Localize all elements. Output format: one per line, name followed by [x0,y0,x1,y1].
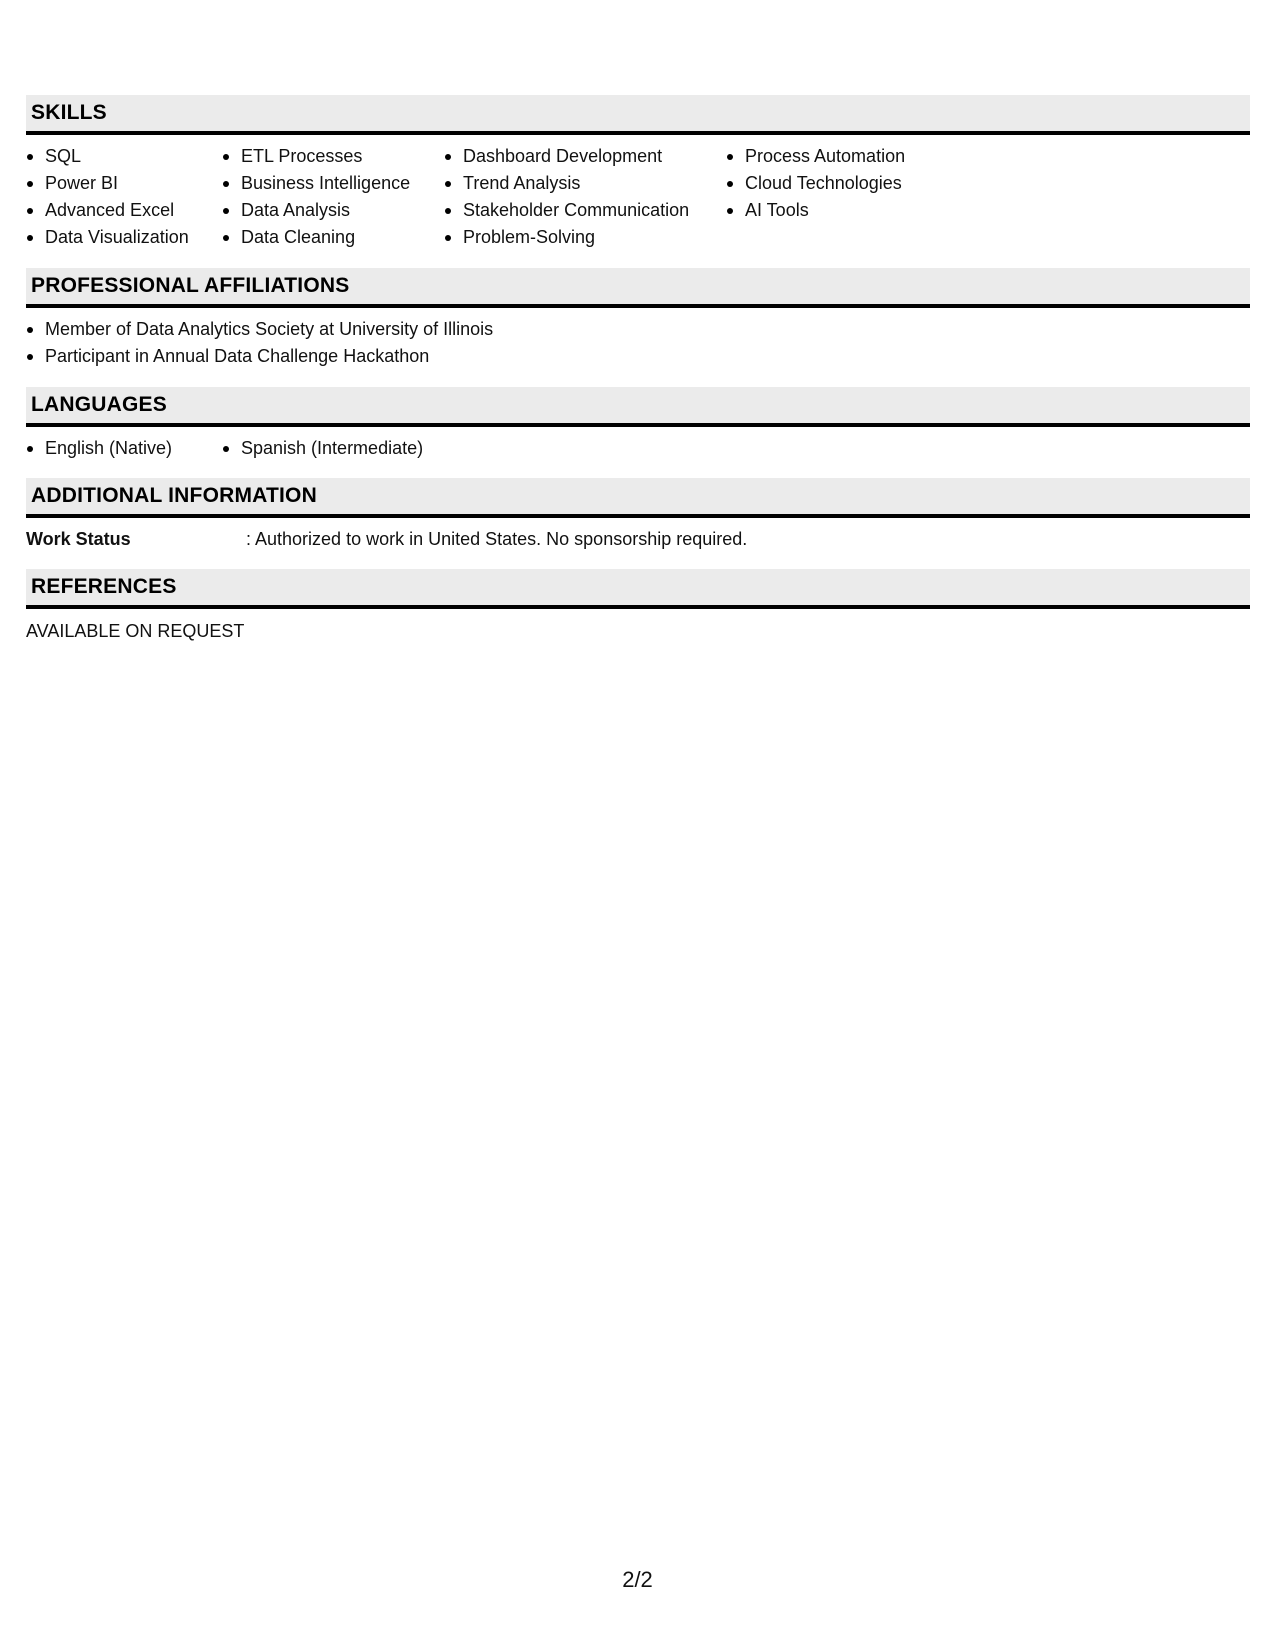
skills-column-1 [26,143,222,251]
skill-item: SQL [26,143,222,170]
skill-item: Data Cleaning [222,224,444,251]
references-text: AVAILABLE ON REQUEST [26,621,245,641]
work-status-value: : Authorized to work in United States. No sponsorship required. [246,529,748,549]
resume-page-content [26,95,1250,645]
additional-info-section [26,478,1250,553]
references-section [26,569,1250,645]
additional-info-header [26,478,1250,518]
skill-item: Problem-Solving [444,224,726,251]
skill-item: ETL Processes [222,143,444,170]
skill-item: Data Analysis [222,197,444,224]
references-header [26,569,1250,609]
page-number: 2/2 [622,1567,653,1592]
work-status-row [26,526,1250,553]
skill-item: Trend Analysis [444,170,726,197]
skills-section [26,95,1250,251]
skill-item: Power BI [26,170,222,197]
languages-list [26,435,1250,462]
affiliation-item: Participant in Annual Data Challenge Hackathon [26,343,1250,370]
skill-item: Stakeholder Communication [444,197,726,224]
skill-item: Advanced Excel [26,197,222,224]
skill-item: Data Visualization [26,224,222,251]
affiliations-header [26,268,1250,308]
affiliations-list [26,316,1250,370]
skill-item: Cloud Technologies [726,170,986,197]
language-item: English (Native) [26,435,222,462]
references-title: REFERENCES [31,575,177,598]
languages-header [26,387,1250,427]
skill-item: Business Intelligence [222,170,444,197]
languages-section [26,387,1250,462]
language-item: Spanish (Intermediate) [222,435,423,462]
languages-title: LANGUAGES [31,393,167,416]
skills-title: SKILLS [31,101,107,124]
skills-header [26,95,1250,135]
skill-item: AI Tools [726,197,986,224]
skills-column-3 [444,143,726,251]
skill-item: Process Automation [726,143,986,170]
affiliation-item: Member of Data Analytics Society at University of Illinois [26,316,1250,343]
additional-info-title: ADDITIONAL INFORMATION [31,484,317,507]
affiliations-section [26,268,1250,370]
skills-column-2 [222,143,444,251]
skill-item: Dashboard Development [444,143,726,170]
skills-column-4 [726,143,986,251]
affiliations-title: PROFESSIONAL AFFILIATIONS [31,274,350,297]
work-status-label: Work Status [26,529,131,549]
skills-grid [26,143,1250,251]
